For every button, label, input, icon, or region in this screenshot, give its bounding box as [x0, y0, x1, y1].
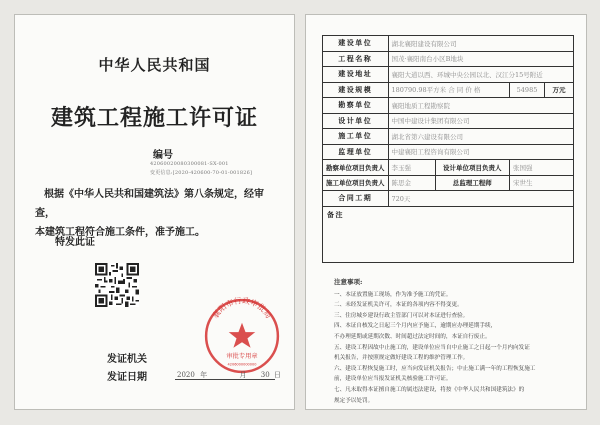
- table-row: [323, 206, 574, 262]
- contract-period-label: 合同工期: [323, 191, 389, 207]
- body-paragraph-2: 本建筑工程符合施工条件，准予施工。: [35, 227, 205, 238]
- seal-subtext: 审批专用章: [226, 352, 258, 360]
- certificate-info-page: [305, 14, 587, 410]
- contract-period-value: 720天: [388, 191, 574, 207]
- note-item: 前，建设单位应当报发证机关核验施工许可证。: [334, 376, 452, 383]
- note-item: 一、本证放置施工现场，作为准予施工的凭证。: [334, 291, 452, 298]
- notes-title: 注意事项:: [334, 278, 363, 286]
- row-value: 中建襄阳工程咨询有限公司: [388, 144, 574, 160]
- note-item: 七、凡未取得本证擅自施工的属违法建设，将按《中华人民共和国建筑法》的: [334, 386, 525, 393]
- table-row: [323, 113, 574, 129]
- row-value: 襄阳地质工程勘察院: [388, 98, 574, 114]
- construction-lead-label: 施工单位项目负责人: [323, 175, 389, 191]
- date-year-unit: 年: [200, 371, 208, 379]
- row-value: 襄阳大道以西、环城中央公园以北、汉江分15号附近: [388, 67, 574, 83]
- row-label: 建设规模: [323, 82, 389, 98]
- qr-code-icon: [95, 263, 139, 307]
- contract-price-value: 54985: [510, 82, 545, 98]
- table-row: [323, 175, 574, 191]
- row-label: 勘察单位: [323, 98, 389, 114]
- row-label: 建设地址: [323, 67, 389, 83]
- country-name: 中华人民共和国: [98, 56, 211, 74]
- table-row: [323, 82, 574, 98]
- chief-supervisor-value: 宋世生: [510, 175, 574, 191]
- row-value: 180790.98平方米 合 同 价 格: [388, 82, 510, 98]
- date-day-unit: 日: [273, 371, 281, 379]
- project-info-table: [322, 35, 574, 263]
- certificate-front-page: [14, 14, 295, 410]
- row-label: 施工单位: [323, 129, 389, 145]
- row-label: 工程名称: [323, 51, 389, 67]
- note-item: 五、建设工程因故中止施工的，建设单位应当自中止施工之日起一个月内向发证: [334, 344, 530, 351]
- note-item: 不办理延期或延期次数、时间超过法定时间的，本证自行废止。: [334, 333, 491, 340]
- row-value: 湖北襄阳建设有限公司: [388, 36, 574, 52]
- note-item: 机关报告，并按照规定做好建设工程的维护管理工作。: [334, 355, 469, 362]
- table-row: [323, 36, 574, 52]
- svg-text:襄阳市行政审批局: [210, 297, 273, 320]
- row-label: 监理单位: [323, 144, 389, 160]
- seal-text: 襄阳市行政审批局: [210, 297, 274, 321]
- date-day: 30: [260, 371, 270, 379]
- table-row: [323, 160, 574, 176]
- row-label: 设计单位: [323, 113, 389, 129]
- note-item: 规定予以处罚。: [334, 397, 374, 404]
- table-row: [323, 51, 574, 67]
- row-label: 建设单位: [323, 36, 389, 52]
- table-row: [323, 98, 574, 114]
- table-row: [323, 129, 574, 145]
- body-paragraph-1: 根据《中华人民共和国建筑法》第八条规定，经审查，: [35, 189, 264, 219]
- special-issue-text: 特发此证: [55, 237, 95, 248]
- design-lead-value: 张国强: [510, 160, 574, 176]
- issuing-authority-label: 发证机关: [107, 354, 147, 365]
- chief-supervisor-label: 总监理工程师: [435, 175, 510, 191]
- issue-date-label: 发证日期: [107, 372, 147, 383]
- note-item: 三、住房城乡建设行政主管部门可以对本证进行查验。: [334, 312, 469, 319]
- date-underline: [175, 379, 275, 380]
- number-label: 编号: [153, 150, 173, 161]
- construction-lead-value: 陈思金: [388, 175, 435, 191]
- table-row: [323, 191, 574, 207]
- date-year: 2020: [177, 371, 195, 379]
- certificate-title: 建筑工程施工许可证: [50, 105, 258, 131]
- change-info: 变更信息:[2020-420600-70-01-001826]: [150, 170, 253, 176]
- survey-lead-value: 李玉强: [388, 160, 435, 176]
- notes-section: [334, 277, 574, 406]
- table-row: [323, 67, 574, 83]
- certificate-number: 42060020080300081-SX-001: [150, 161, 229, 167]
- design-lead-label: 设计单位项目负责人: [435, 160, 510, 176]
- contract-price-unit: 万元: [545, 82, 574, 98]
- official-seal-icon: [203, 297, 281, 375]
- row-value: 国茂·襄阳南台小区B地块: [388, 51, 574, 67]
- row-value: 中国中建设计集团有限公司: [388, 113, 574, 129]
- note-item: 六、建设工程恢复施工时，应当向发证机关报告；中止施工满一年的工程恢复施工: [334, 365, 536, 372]
- survey-lead-label: 勘察单位项目负责人: [323, 160, 389, 176]
- seal-number: 4206000000000: [227, 362, 257, 367]
- table-row: [323, 144, 574, 160]
- row-value: 湖北省第六建设有限公司: [388, 129, 574, 145]
- note-item: 四、本证自核发之日起三个月内应予施工，逾期应办理延期手续，: [334, 323, 497, 330]
- date-month-unit: 月: [239, 371, 247, 379]
- remarks-label: 备注: [323, 206, 574, 262]
- note-item: 二、未经发证机关许可，本证的各项内容不得变更。: [334, 302, 463, 309]
